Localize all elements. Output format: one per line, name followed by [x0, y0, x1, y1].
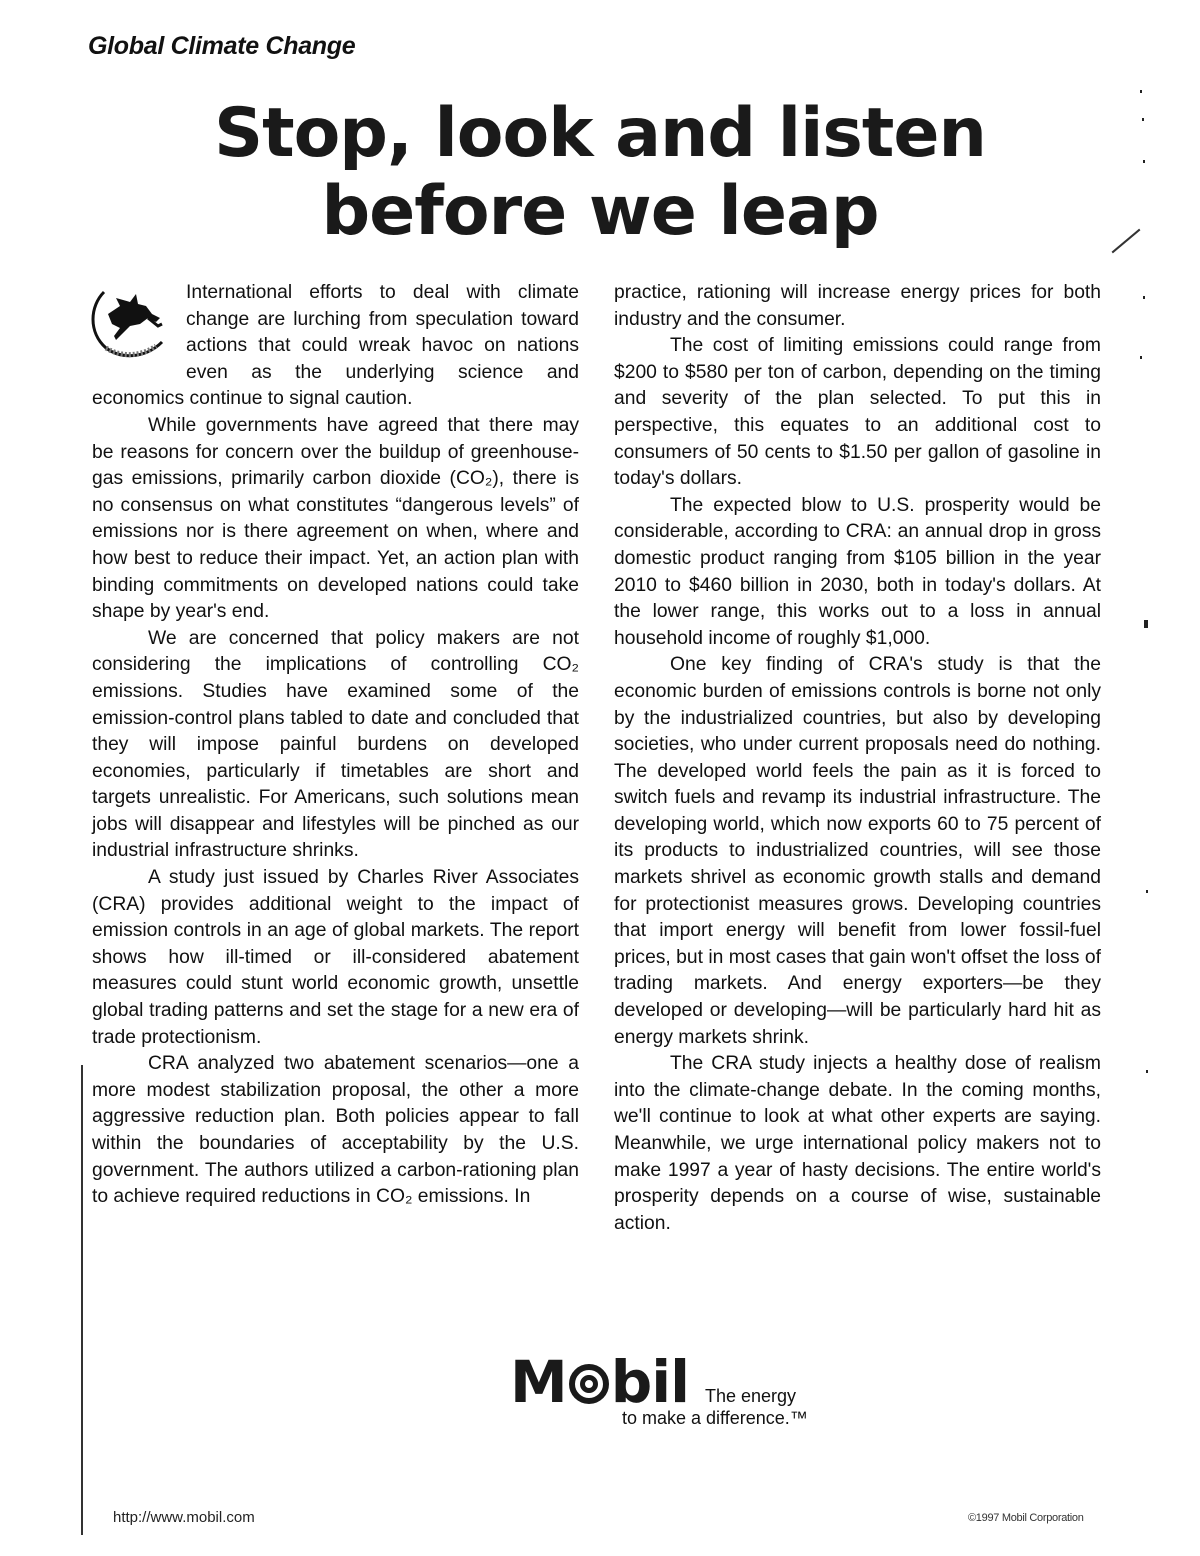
paragraph: International efforts to deal with climate change are lurching from speculation toward actions that could wreak havoc on nations even as the underlying science and economics continue to signal caution.	[92, 282, 579, 410]
scan-artifact	[1142, 118, 1144, 121]
scan-artifact	[1144, 620, 1148, 628]
paragraph-continuation: practice, rationing will increase energy prices for both industry and the consumer.	[614, 282, 1101, 330]
logo-letters-bil: bil	[610, 1348, 689, 1416]
logo-wordmark	[510, 1348, 689, 1416]
paragraph: One key finding of CRA's study is that the economic burden of emissions controls is borne not only by the industrialized countries, but also by developing societies, who under current proposals need do nothing. The developed world feels the pain as it is forced to switch fuels and revamp its industrial infrastructure. The developing world, which now exports 60 to 75 percent of its products to industrialized countries, will see those markets shrivel as economic growth stalls and demand for protectionist measures grows. Developing countries that import energy will benefit from lower fossil-fuel prices, but in most cases that gain won't offset the loss of trading markets. And energy exporters—be they developed or developing—will be particularly hard hit as energy markets shrink.	[614, 654, 1101, 1048]
scan-artifact	[1146, 1070, 1148, 1073]
paragraph: CRA analyzed two abatement scenarios—one a more modest stabilization proposal, the other a more aggressive reduction plan. Both policies appear to fall within the boundaries of acceptability by the U.S. government. The authors utilized a carbon-rationing plan to achieve required reductions in CO₂ emissions. In	[92, 1053, 579, 1208]
headline-line-2: before we leap	[321, 172, 879, 251]
headline-line-1: Stop, look and listen	[214, 94, 986, 173]
headline	[0, 95, 1200, 251]
section-label: Global Climate Change	[88, 32, 356, 60]
paragraph: While governments have agreed that there may be reasons for concern over the buildup of greenhouse-gas emissions, primarily carbon dioxide (CO₂), there is no consensus on what constitutes “dangerous levels” of emissions nor is there agreement on when, where and how best to reduce their impact. Yet, an action plan with binding commitments on developed nations could take shape by year's end.	[92, 414, 579, 623]
tagline-line-1: The energy	[705, 1386, 797, 1406]
scan-artifact	[1143, 296, 1145, 299]
scan-artifact	[1143, 160, 1145, 163]
scan-margin-line	[81, 1065, 83, 1535]
paragraph: A study just issued by Charles River Associates (CRA) provides additional weight to the impact of emission controls in an age of global markets. The report shows how ill-timed or ill-considered abatement measures could stunt world economic growth, unsettle global trading patterns and set the stage for a new era of trade protectionism.	[92, 867, 579, 1048]
pegasus-icon	[86, 284, 178, 364]
footer-url-link[interactable]: http://www.mobil.com	[113, 1509, 255, 1526]
mobil-logo	[510, 1348, 689, 1416]
scan-artifact	[1146, 890, 1148, 893]
paragraph: The cost of limiting emissions could range from $200 to $580 per ton of carbon, depending on the timing and severity of the plan selected. To put this in perspective, this equates to an additional cost to consumers of 50 cents to $1.50 per gallon of gasoline in today's dollars.	[614, 335, 1101, 490]
article-column-left	[92, 280, 579, 1211]
paragraph: The expected blow to U.S. prosperity would be considerable, according to CRA: an annual drop in gross domestic product ranging from $105 billion in the year 2010 to $460 billion in 2030, both in today's dollars. At the lower range, this works out to a loss in annual household income of roughly $1,000.	[614, 494, 1101, 649]
tagline-line-2: to make a difference.™	[622, 1408, 808, 1428]
logo-o-icon	[569, 1364, 609, 1404]
scan-artifact	[1140, 90, 1142, 93]
paragraph: The CRA study injects a healthy dose of realism into the climate-change debate. In the coming months, we'll continue to look at what other experts are saying. Meanwhile, we urge international policy makers not to make 1997 a year of hasty decisions. The entire world's prosperity depends on a course of wise, sustainable action.	[614, 1053, 1101, 1234]
logo-letter-m: M	[510, 1348, 567, 1416]
article-column-right	[614, 280, 1101, 1237]
copyright-notice: ©1997 Mobil Corporation	[968, 1512, 1084, 1524]
paragraph: We are concerned that policy makers are not considering the implications of controlling CO₂ emissions. Studies have examined some of the emission-control plans tabled to date and concluded that they will impose painful burdens on developed economies, particularly if timetables are short and targets unrealistic. For Americans, such solutions mean jobs will disappear and lifestyles will be pinched as our industrial infrastructure shrinks.	[92, 627, 579, 862]
scan-artifact	[1140, 356, 1142, 359]
